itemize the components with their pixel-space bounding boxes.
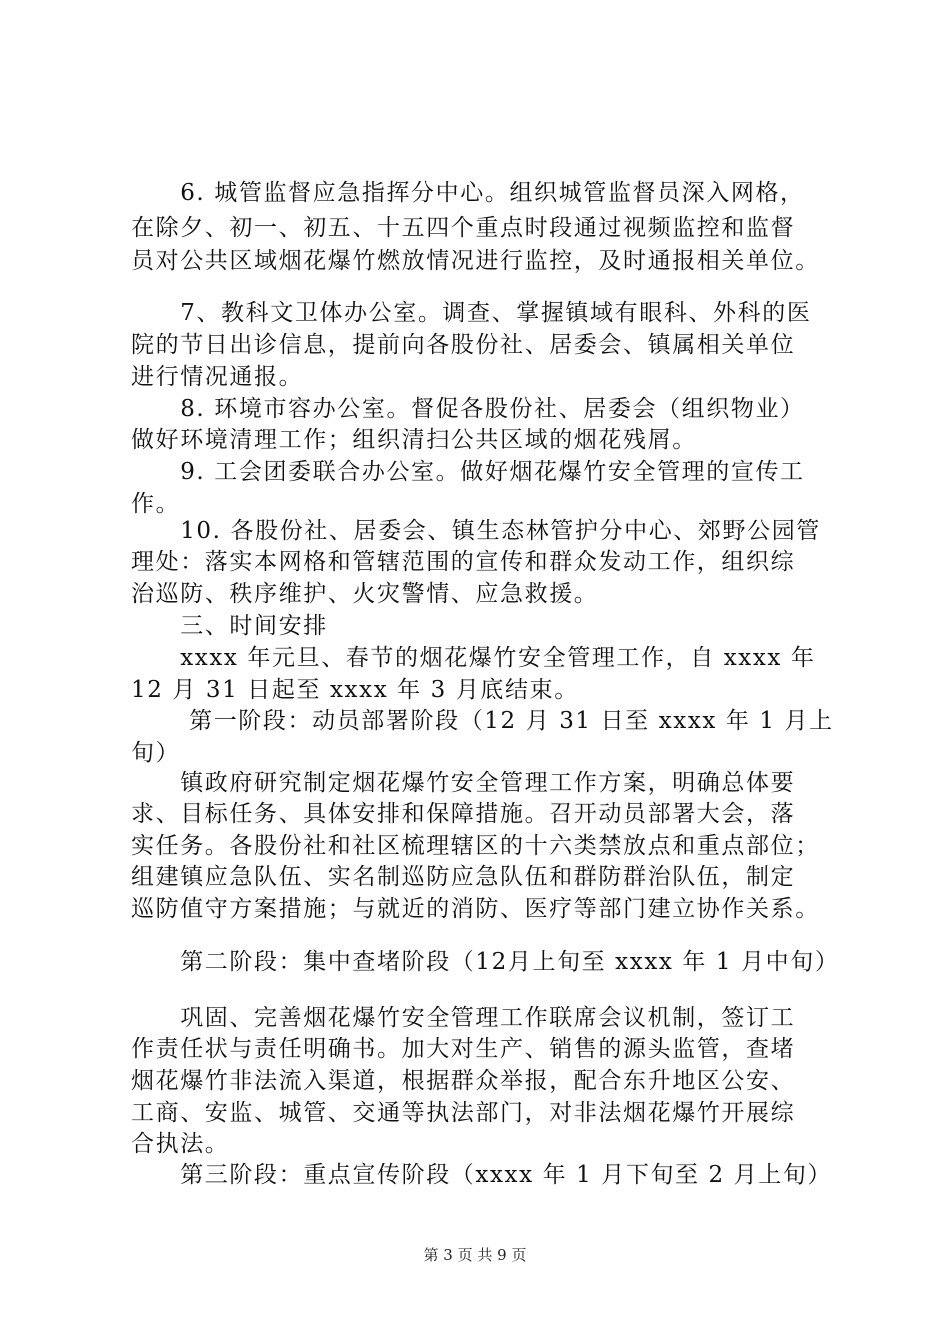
body-text-line: 理处：落实本网格和管辖范围的宣传和群众发动工作，组织综 (131, 549, 796, 575)
body-text-line: 烟花爆竹非法流入渠道，根据群众举报，配合东升地区公安、 (131, 1068, 796, 1094)
body-text-line: 组建镇应急队伍、实名制巡防应急队伍和群防群治队伍，制定 (131, 864, 796, 890)
body-text-line: 实任务。各股份社和社区梳理辖区的十六类禁放点和重点部位； (131, 833, 820, 859)
body-text-line: 巩固、完善烟花爆竹安全管理工作联席会议机制，签订工 (131, 1005, 796, 1031)
body-text-line: 镇政府研究制定烟花爆竹安全管理工作方案，明确总体要 (131, 770, 796, 796)
body-text-line: 7、教科文卫体办公室。调查、掌握镇域有眼科、外科的医 (131, 300, 812, 326)
stage-heading: 第一阶段：动员部署阶段（12 月 31 日至 xxxx 年 1 月上 (131, 708, 834, 734)
body-text-line: 员对公共区域烟花爆竹燃放情况进行监控，及时通报相关单位。 (131, 248, 820, 274)
body-text-line: 做好环境清理工作；组织清扫公共区域的烟花残屑。 (131, 427, 697, 453)
body-text-line: 6. 城管监督应急指挥分中心。组织城管监督员深入网格， (131, 180, 805, 206)
body-text-line: 求、目标任务、具体安排和保障措施。召开动员部署大会，落 (131, 801, 796, 827)
stage-heading: 第三阶段：重点宣传阶段（xxxx 年 1 月下旬至 2 月上旬） (131, 1162, 833, 1188)
body-text-line: 巡防值守方案措施；与就近的消防、医疗等部门建立协作关系。 (131, 896, 820, 922)
body-text-line: 作责任状与责任明确书。加大对生产、销售的源头监管，查堵 (131, 1036, 796, 1062)
body-text-line: 进行情况通报。 (131, 364, 304, 390)
body-text-line: 9. 工会团委联合办公室。做好烟花爆竹安全管理的宣传工 (131, 459, 805, 485)
body-text-line: 8. 环境市容办公室。督促各股份社、居委会（组织物业） (131, 396, 805, 422)
body-text-line: 10. 各股份社、居委会、镇生态林管护分中心、郊野公园管 (131, 518, 821, 544)
body-text-line: 在除夕、初一、初五、十五四个重点时段通过视频监控和监督 (131, 215, 796, 241)
body-text-line: 合执法。 (131, 1131, 230, 1157)
body-text-line: 院的节日出诊信息，提前向各股份社、居委会、镇属相关单位 (131, 332, 796, 358)
stage-heading: 旬） (131, 740, 181, 766)
page-footer: 第 3 页 共 9 页 (423, 1246, 527, 1264)
body-text-line: 12 月 31 日起至 xxxx 年 3 月底结束。 (131, 677, 579, 703)
body-text-line: 作。 (131, 491, 181, 517)
stage-heading: 第二阶段：集中查堵阶段（12月上旬至 xxxx 年 1 月中旬） (131, 949, 840, 975)
section-heading: 三、时间安排 (131, 613, 328, 639)
body-text-line: 工商、安监、城管、交通等执法部门，对非法烟花爆竹开展综 (131, 1100, 796, 1126)
body-text-line: 治巡防、秩序维护、火灾警情、应急救援。 (131, 581, 599, 607)
body-text-line: xxxx 年元旦、春节的烟花爆竹安全管理工作，自 xxxx 年 (131, 645, 816, 671)
